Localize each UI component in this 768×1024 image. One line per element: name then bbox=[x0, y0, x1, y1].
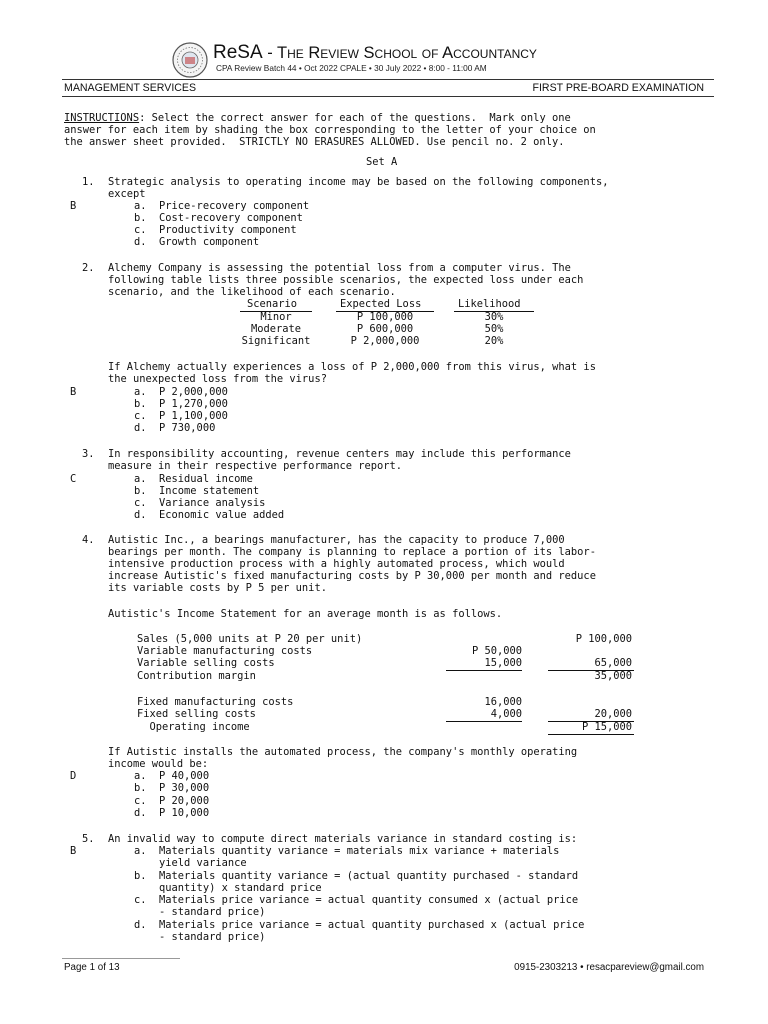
q4-stem-3: intensive production process with a highly automated process, which would bbox=[108, 558, 565, 570]
q1-choice-d: d. Growth component bbox=[134, 236, 260, 248]
q4-stem-5: its variable costs by P 5 per unit. bbox=[108, 582, 327, 594]
q1-choice-a: a. Price-recovery component bbox=[134, 200, 310, 212]
q3-stem-1: In responsibility accounting, revenue centers may include this performance bbox=[108, 448, 571, 460]
instructions-label: INSTRUCTIONS bbox=[64, 112, 140, 124]
q2-table-header-scenario: Scenario bbox=[247, 298, 298, 310]
q3-choice-a: a. Residual income bbox=[134, 473, 253, 485]
instructions-line-3: the answer sheet provided. STRICTLY NO ERASURES ALLOWED. Use pencil no. 2 only. bbox=[64, 136, 565, 148]
q2-number: 2. bbox=[82, 262, 95, 274]
subject-label: MANAGEMENT SERVICES bbox=[64, 82, 197, 94]
is-row-col2: 20,000 bbox=[594, 708, 632, 720]
q2-table-header-loss: Expected Loss bbox=[340, 298, 422, 310]
page-number: Page 1 of 13 bbox=[64, 962, 120, 973]
q2-row3-scenario: Significant bbox=[241, 335, 311, 347]
q1-stem-2: except bbox=[108, 188, 146, 200]
q2-row3-likelihood: 20% bbox=[484, 335, 504, 347]
q5-choice-b-1: b. Materials quantity variance = (actual quantity purchased - standard bbox=[134, 870, 579, 882]
is-row-col1: 4,000 bbox=[490, 708, 522, 720]
q4-stem-2: bearings per month. The company is planning to replace a portion of its labor- bbox=[108, 546, 596, 558]
is-row-col2: P 15,000 bbox=[581, 721, 632, 733]
q5-answer: B bbox=[70, 845, 77, 857]
q3-stem-2: measure in their respective performance report. bbox=[108, 460, 403, 472]
q4-stem-4: increase Autistic's fixed manufacturing costs by P 30,000 per month and reduce bbox=[108, 570, 596, 582]
q5-choice-a-2: yield variance bbox=[134, 857, 247, 869]
q3-number: 3. bbox=[82, 448, 95, 460]
q1-number: 1. bbox=[82, 176, 95, 188]
q5-choice-c-1: c. Materials price variance = actual quantity consumed x (actual price bbox=[134, 894, 579, 906]
q2-choice-a: a. P 2,000,000 bbox=[134, 386, 228, 398]
is-row-label: Variable selling costs bbox=[137, 657, 275, 669]
is-row-col2: P 100,000 bbox=[575, 633, 632, 645]
q3-choice-c: c. Variance analysis bbox=[134, 497, 266, 509]
instructions-line-1: INSTRUCTIONS: Select the correct answer for each of the questions. Mark only one bbox=[64, 112, 571, 124]
is-rule bbox=[446, 670, 522, 671]
contact-info: 0915-2303213 • resacpareview@gmail.com bbox=[514, 962, 704, 973]
is-row-col1: 15,000 bbox=[484, 657, 522, 669]
q2-row1-scenario: Minor bbox=[260, 311, 292, 323]
q4-question-2: income would be: bbox=[108, 758, 209, 770]
q2-question-1: If Alchemy actually experiences a loss of P 2,000,000 from this virus, what is bbox=[108, 361, 596, 373]
q5-choice-a-1: a. Materials quantity variance = materials mix variance + materials bbox=[134, 845, 560, 857]
q4-stem-1: Autistic Inc., a bearings manufacturer, has the capacity to produce 7,000 bbox=[108, 534, 565, 546]
q4-question-1: If Autistic installs the automated process, the company's monthly operating bbox=[108, 746, 578, 758]
q4-choice-b: b. P 30,000 bbox=[134, 782, 210, 794]
set-label: Set A bbox=[366, 156, 398, 168]
brand-subtitle: - The Review School of Accountancy bbox=[267, 44, 537, 62]
batch-line: CPA Review Batch 44 • Oct 2022 CPALE • 30 July 2022 • 8:00 - 11:00 AM bbox=[216, 63, 487, 73]
is-row-label: Variable manufacturing costs bbox=[137, 645, 313, 657]
is-rule bbox=[446, 721, 522, 722]
q5-stem: An invalid way to compute direct materials variance in standard costing is: bbox=[108, 833, 578, 845]
brand-main: ReSA bbox=[213, 42, 263, 63]
footer-rule bbox=[62, 958, 180, 959]
is-row-col1: P 50,000 bbox=[471, 645, 522, 657]
q1-stem-1: Strategic analysis to operating income may be based on the following components, bbox=[108, 176, 609, 188]
header-rule-bottom bbox=[62, 96, 714, 97]
q5-choice-d-2: - standard price) bbox=[134, 931, 266, 943]
q5-choice-c-2: - standard price) bbox=[134, 906, 266, 918]
q2-stem-1: Alchemy Company is assessing the potential loss from a computer virus. The bbox=[108, 262, 571, 274]
q4-choice-a: a. P 40,000 bbox=[134, 770, 210, 782]
q1-choice-c: c. Productivity component bbox=[134, 224, 297, 236]
is-row-col2: 65,000 bbox=[594, 657, 632, 669]
q2-row2-scenario: Moderate bbox=[250, 323, 302, 335]
is-row-label: Fixed manufacturing costs bbox=[137, 696, 294, 708]
q5-number: 5. bbox=[82, 833, 95, 845]
header-rule-top bbox=[62, 79, 714, 80]
is-row-col2: 35,000 bbox=[594, 670, 632, 682]
q2-stem-3: scenario, and the likelihood of each scenario. bbox=[108, 286, 396, 298]
brand-title bbox=[213, 42, 537, 64]
q2-row2-likelihood: 50% bbox=[484, 323, 504, 335]
q2-choice-b: b. P 1,270,000 bbox=[134, 398, 228, 410]
q2-table-header-likelihood: Likelihood bbox=[458, 298, 521, 310]
q1-choice-b: b. Cost-recovery component bbox=[134, 212, 303, 224]
school-logo bbox=[172, 42, 208, 78]
q3-choice-d: d. Economic value added bbox=[134, 509, 285, 521]
q2-choice-c: c. P 1,100,000 bbox=[134, 410, 228, 422]
q5-choice-d-1: d. Materials price variance = actual quantity purchased x (actual price bbox=[134, 919, 585, 931]
is-row-label: Sales (5,000 units at P 20 per unit) bbox=[137, 633, 363, 645]
q2-row3-loss: P 2,000,000 bbox=[350, 335, 420, 347]
q2-row1-likelihood: 30% bbox=[484, 311, 504, 323]
q2-row1-loss: P 100,000 bbox=[356, 311, 414, 323]
q2-row2-loss: P 600,000 bbox=[356, 323, 414, 335]
q4-choice-c: c. P 20,000 bbox=[134, 795, 210, 807]
is-double-rule bbox=[548, 734, 634, 735]
is-row-col1: 16,000 bbox=[484, 696, 522, 708]
is-row-label: Contribution margin bbox=[137, 670, 256, 682]
is-row-label: Operating income bbox=[137, 721, 250, 733]
q3-answer: C bbox=[70, 473, 77, 485]
q4-number: 4. bbox=[82, 534, 95, 546]
q2-answer: B bbox=[70, 386, 77, 398]
q1-answer: B bbox=[70, 200, 77, 212]
is-row-label: Fixed selling costs bbox=[137, 708, 256, 720]
q4-is-intro: Autistic's Income Statement for an average month is as follows. bbox=[108, 608, 503, 620]
q3-choice-b: b. Income statement bbox=[134, 485, 260, 497]
q2-question-2: the unexpected loss from the virus? bbox=[108, 373, 327, 385]
q2-stem-2: following table lists three possible scenarios, the expected loss under each bbox=[108, 274, 584, 286]
q2-choice-d: d. P 730,000 bbox=[134, 422, 216, 434]
exam-title: FIRST PRE-BOARD EXAMINATION bbox=[532, 82, 704, 94]
instructions-line-2: answer for each item by shading the box corresponding to the letter of your choice on bbox=[64, 124, 596, 136]
q4-answer: D bbox=[70, 770, 77, 782]
q5-choice-b-2: quantity) x standard price bbox=[134, 882, 322, 894]
q4-choice-d: d. P 10,000 bbox=[134, 807, 210, 819]
